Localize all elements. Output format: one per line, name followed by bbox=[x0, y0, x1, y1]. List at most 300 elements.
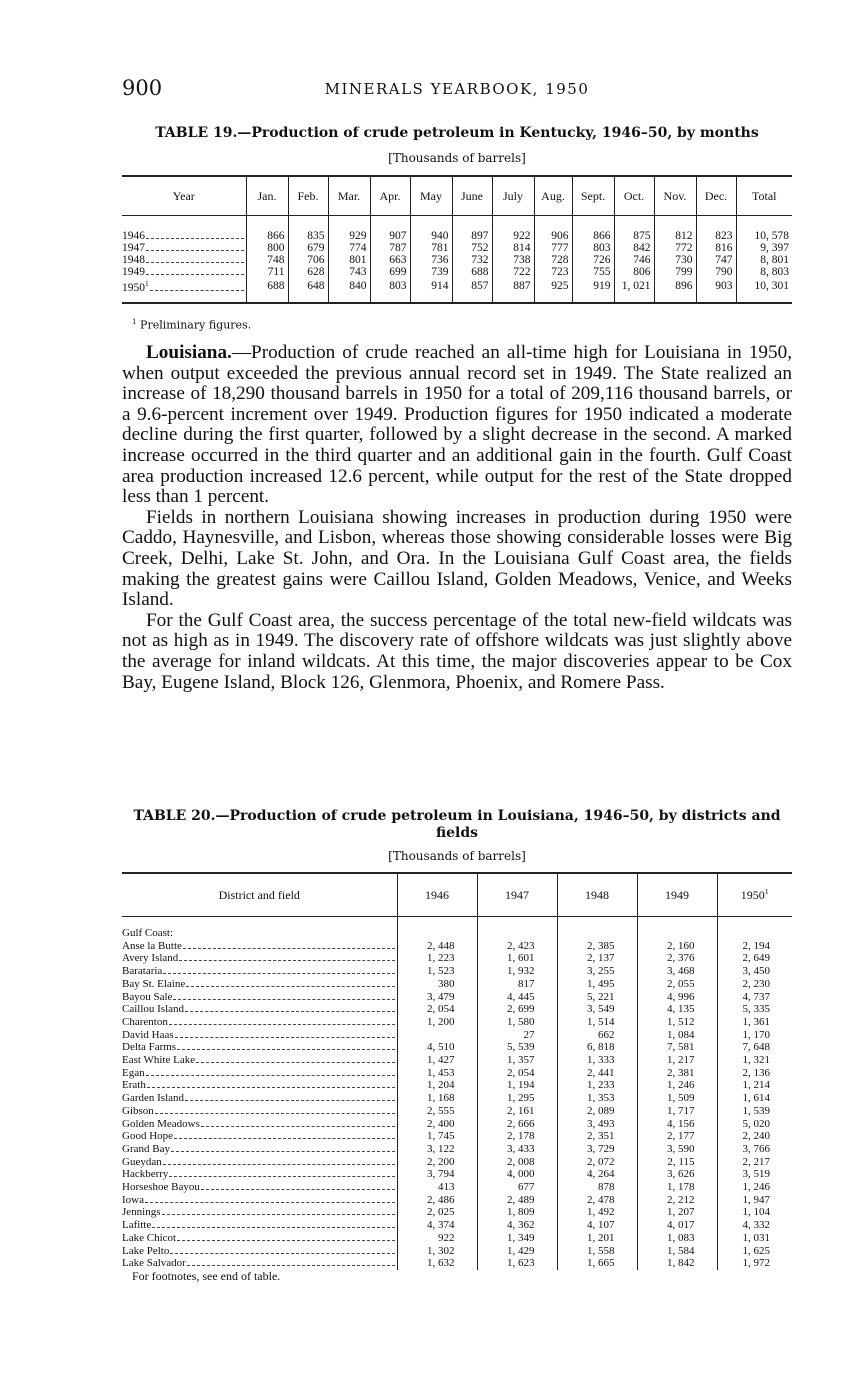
running-head bbox=[122, 76, 792, 102]
table20-row bbox=[122, 1016, 792, 1029]
value-cell: 929 bbox=[328, 216, 370, 243]
value-cell bbox=[397, 1029, 477, 1042]
value-cell: 1, 083 bbox=[637, 1232, 717, 1245]
value-cell: 1, 214 bbox=[717, 1079, 792, 1092]
field-cell bbox=[122, 1232, 397, 1245]
value-cell: 840 bbox=[328, 278, 370, 303]
value-cell: 3, 766 bbox=[717, 1143, 792, 1156]
field-cell bbox=[122, 1245, 397, 1258]
field-name: Garden Island bbox=[122, 1092, 185, 1105]
page-number: 900 bbox=[122, 76, 163, 100]
value-cell: 922 bbox=[397, 1232, 477, 1245]
value-cell: 1, 178 bbox=[637, 1181, 717, 1194]
dot-leader bbox=[173, 999, 394, 1000]
value-cell: 1, 201 bbox=[557, 1232, 637, 1245]
table20-row bbox=[122, 1194, 792, 1207]
field-leader bbox=[122, 1194, 397, 1207]
field-cell bbox=[122, 1130, 397, 1143]
field-name: Anse la Butte bbox=[122, 939, 182, 952]
value-cell: 1, 492 bbox=[557, 1206, 637, 1219]
year-cell bbox=[122, 278, 246, 303]
field-leader bbox=[122, 1029, 397, 1042]
field-cell bbox=[122, 1105, 397, 1118]
value-cell: 679 bbox=[288, 242, 328, 254]
value-cell: 1, 717 bbox=[637, 1105, 717, 1118]
field-name: Bayou Sale bbox=[122, 990, 173, 1003]
value-cell: 1, 601 bbox=[477, 952, 557, 965]
year-label bbox=[122, 266, 145, 278]
dot-leader bbox=[185, 1100, 394, 1101]
value-cell: 4, 332 bbox=[717, 1219, 792, 1232]
value-cell: 1, 514 bbox=[557, 1016, 637, 1029]
field-leader bbox=[122, 952, 397, 965]
value-cell: 2, 115 bbox=[637, 1156, 717, 1169]
field-name: Caillou Island bbox=[122, 1003, 185, 1016]
body-text bbox=[122, 343, 792, 693]
year-value: 1948 bbox=[122, 254, 145, 266]
paragraph-1-text: —Production of crude reached an all-time high for Louisiana in 1950, when output exceeded the previous annual record set in 1949. The State realized an increase of 18,290 thousand barrels in 1950 for a total of 209,116 thousand barrels, or a 9.6-percent increment over 1949. Production figures for 1950 indicated a moderate decline during the first quarter, followed by a slight decrease in the second. A marked increase occurred in the third quarter and an additional gain in the fourth. Gulf Coast area production increased 12.6 percent, while output for the rest of the State dropped less than 1 percent. bbox=[122, 342, 792, 508]
value-cell: 2, 441 bbox=[557, 1067, 637, 1080]
value-cell: 1, 194 bbox=[477, 1079, 557, 1092]
table19-row bbox=[122, 242, 792, 254]
value-cell: 1, 170 bbox=[717, 1029, 792, 1042]
value-cell: 875 bbox=[614, 216, 654, 243]
value-cell: 1, 932 bbox=[477, 965, 557, 978]
value-cell: 3, 549 bbox=[557, 1003, 637, 1016]
value-cell: 1, 207 bbox=[637, 1206, 717, 1219]
value-cell: 27 bbox=[477, 1029, 557, 1042]
year-cell bbox=[122, 216, 246, 243]
value-cell: 739 bbox=[410, 266, 452, 278]
running-title: MINERALS YEARBOOK, 1950 bbox=[324, 80, 590, 98]
value-cell: 1, 333 bbox=[557, 1054, 637, 1067]
table20-row bbox=[122, 1041, 792, 1054]
value-cell: 1, 509 bbox=[637, 1092, 717, 1105]
value-cell: 1, 321 bbox=[717, 1054, 792, 1067]
value-cell: 747 bbox=[696, 254, 736, 266]
paragraph-1 bbox=[122, 343, 792, 508]
value-cell: 907 bbox=[370, 216, 410, 243]
dot-leader bbox=[175, 1037, 395, 1038]
value-cell: 2, 230 bbox=[717, 978, 792, 991]
dot-leader bbox=[186, 986, 394, 987]
value-cell: 803 bbox=[572, 242, 614, 254]
value-cell: 1, 295 bbox=[477, 1092, 557, 1105]
value-cell: 4, 264 bbox=[557, 1168, 637, 1181]
field-name: Good Hope bbox=[122, 1130, 174, 1143]
field-name: David Haas bbox=[122, 1028, 174, 1041]
value-cell: 835 bbox=[288, 216, 328, 243]
field-cell bbox=[122, 978, 397, 991]
field-leader bbox=[122, 1041, 397, 1054]
year-label bbox=[122, 254, 145, 266]
field-name: Lake Pelto bbox=[122, 1244, 170, 1257]
value-cell: 4, 135 bbox=[637, 1003, 717, 1016]
value-cell: 4, 510 bbox=[397, 1041, 477, 1054]
field-name: Charenton bbox=[122, 1015, 168, 1028]
field-name: Delta Farms bbox=[122, 1041, 177, 1054]
value-cell: 2, 400 bbox=[397, 1118, 477, 1131]
table20-col-1947: 1947 bbox=[477, 873, 557, 917]
dot-leader bbox=[146, 250, 244, 251]
value-cell: 1, 246 bbox=[637, 1079, 717, 1092]
table20-row bbox=[122, 978, 792, 991]
value-cell: 9, 397 bbox=[736, 242, 792, 254]
table19-col-may: May bbox=[410, 176, 452, 216]
dot-leader bbox=[177, 1240, 394, 1241]
value-cell: 922 bbox=[492, 216, 534, 243]
value-cell: 662 bbox=[557, 1029, 637, 1042]
table20-title-line2: fields bbox=[435, 825, 479, 841]
value-cell: 1, 523 bbox=[397, 965, 477, 978]
value-cell: 887 bbox=[492, 278, 534, 303]
table19-row bbox=[122, 254, 792, 266]
field-name: Avery Island bbox=[122, 952, 179, 965]
field-leader bbox=[122, 1003, 397, 1016]
year-value: 1947 bbox=[122, 242, 145, 254]
table19-row bbox=[122, 266, 792, 278]
table20-row bbox=[122, 1054, 792, 1067]
field-leader bbox=[122, 1118, 397, 1131]
dot-leader bbox=[169, 1176, 394, 1177]
value-cell: 903 bbox=[696, 278, 736, 303]
field-name: Grand Bay bbox=[122, 1142, 170, 1155]
dot-leader bbox=[177, 1049, 394, 1050]
value-cell: 10, 578 bbox=[736, 216, 792, 243]
dot-leader bbox=[162, 1214, 395, 1215]
value-cell: 1, 632 bbox=[397, 1257, 477, 1270]
field-name: Barataria bbox=[122, 965, 163, 978]
table19-row bbox=[122, 278, 792, 303]
value-cell: 2, 025 bbox=[397, 1206, 477, 1219]
value-cell: 1, 614 bbox=[717, 1092, 792, 1105]
value-cell: 706 bbox=[288, 254, 328, 266]
field-name: Gueydan bbox=[122, 1155, 162, 1168]
value-cell: 812 bbox=[654, 216, 696, 243]
value-cell: 752 bbox=[452, 242, 492, 254]
value-cell: 648 bbox=[288, 278, 328, 303]
dot-leader bbox=[170, 1253, 394, 1254]
value-cell: 1, 745 bbox=[397, 1130, 477, 1143]
field-leader bbox=[122, 978, 397, 991]
value-cell: 1, 357 bbox=[477, 1054, 557, 1067]
table20-row bbox=[122, 965, 792, 978]
value-cell: 777 bbox=[534, 242, 572, 254]
table20-row bbox=[122, 1206, 792, 1219]
field-cell bbox=[122, 1206, 397, 1219]
dot-leader bbox=[183, 948, 395, 949]
table19-footnote bbox=[132, 317, 251, 332]
year-label bbox=[122, 278, 149, 294]
value-cell: 1, 512 bbox=[637, 1016, 717, 1029]
year-label bbox=[122, 230, 145, 242]
value-cell: 8, 801 bbox=[736, 254, 792, 266]
value-cell: 2, 486 bbox=[397, 1194, 477, 1207]
value-cell: 4, 156 bbox=[637, 1118, 717, 1131]
value-cell: 2, 240 bbox=[717, 1130, 792, 1143]
value-cell: 1, 361 bbox=[717, 1016, 792, 1029]
table20-row bbox=[122, 1092, 792, 1105]
value-cell: 2, 178 bbox=[477, 1130, 557, 1143]
value-cell: 1, 625 bbox=[717, 1245, 792, 1258]
table19-header-row bbox=[122, 176, 792, 216]
value-cell: 663 bbox=[370, 254, 410, 266]
value-cell: 746 bbox=[614, 254, 654, 266]
value-cell: 2, 423 bbox=[477, 940, 557, 953]
field-name: East White Lake bbox=[122, 1054, 196, 1067]
dot-leader bbox=[196, 1062, 394, 1063]
table19-col-oct: Oct. bbox=[614, 176, 654, 216]
dot-leader bbox=[146, 238, 244, 239]
value-cell: 3, 468 bbox=[637, 965, 717, 978]
field-name: Gibson bbox=[122, 1104, 154, 1117]
table19-col-jan: Jan. bbox=[246, 176, 288, 216]
year-cell bbox=[122, 242, 246, 254]
table19-row bbox=[122, 216, 792, 243]
value-cell: 842 bbox=[614, 242, 654, 254]
table20-row bbox=[122, 952, 792, 965]
value-cell: 5, 539 bbox=[477, 1041, 557, 1054]
value-cell: 1, 495 bbox=[557, 978, 637, 991]
table19 bbox=[122, 175, 792, 304]
value-cell: 726 bbox=[572, 254, 614, 266]
field-cell bbox=[122, 1067, 397, 1080]
value-cell: 736 bbox=[410, 254, 452, 266]
dot-leader bbox=[201, 1189, 395, 1190]
value-cell: 4, 374 bbox=[397, 1219, 477, 1232]
value-cell: 1, 302 bbox=[397, 1245, 477, 1258]
paragraph-2: Fields in northern Louisiana showing increases in production during 1950 were Caddo, Haynesville, and Lisbon, whereas those showing considerable losses were Big Creek, Delhi, Lake St. John, and Ora. In the Louisiana Gulf Coast area, the fields making the greatest gains were Caillou Island, Golden Meadows, Venice, and Weeks Island. bbox=[122, 506, 792, 611]
table20-row bbox=[122, 1105, 792, 1118]
table20-col-1950: 1950$^1$ bbox=[717, 873, 792, 917]
field-name: Lake Chicot bbox=[122, 1231, 177, 1244]
value-cell: 5, 020 bbox=[717, 1118, 792, 1131]
table19-col-june: June bbox=[452, 176, 492, 216]
value-cell: 4, 362 bbox=[477, 1219, 557, 1232]
value-cell: 806 bbox=[614, 266, 654, 278]
dot-leader bbox=[155, 1113, 395, 1114]
table20-col-1948: 1948 bbox=[557, 873, 637, 917]
value-cell: 2, 351 bbox=[557, 1130, 637, 1143]
value-cell: 2, 649 bbox=[717, 952, 792, 965]
field-leader bbox=[122, 1206, 397, 1219]
year-leader bbox=[122, 254, 246, 266]
dot-leader bbox=[152, 1227, 394, 1228]
value-cell: 2, 212 bbox=[637, 1194, 717, 1207]
field-cell bbox=[122, 1194, 397, 1207]
value-cell: 866 bbox=[572, 216, 614, 243]
dot-leader bbox=[185, 1011, 394, 1012]
table20 bbox=[122, 872, 792, 1270]
value-cell: 914 bbox=[410, 278, 452, 303]
value-cell: 2, 089 bbox=[557, 1105, 637, 1118]
field-name: Egan bbox=[122, 1066, 145, 1079]
value-cell: 2, 008 bbox=[477, 1156, 557, 1169]
value-cell: 1, 223 bbox=[397, 952, 477, 965]
table20-row bbox=[122, 1219, 792, 1232]
value-cell: 3, 519 bbox=[717, 1168, 792, 1181]
field-cell bbox=[122, 1041, 397, 1054]
value-cell: 1, 539 bbox=[717, 1105, 792, 1118]
table20-row bbox=[122, 1079, 792, 1092]
table20-header-row bbox=[122, 873, 792, 917]
field-leader bbox=[122, 1168, 397, 1181]
dot-leader bbox=[187, 1265, 395, 1266]
value-cell: 814 bbox=[492, 242, 534, 254]
value-cell: 925 bbox=[534, 278, 572, 303]
value-cell: 801 bbox=[328, 254, 370, 266]
field-leader bbox=[122, 1016, 397, 1029]
value-cell: 1, 217 bbox=[637, 1054, 717, 1067]
table20-row bbox=[122, 1245, 792, 1258]
value-cell: 817 bbox=[477, 978, 557, 991]
table20-col-field: District and field bbox=[122, 873, 397, 917]
value-cell: 919 bbox=[572, 278, 614, 303]
field-cell bbox=[122, 952, 397, 965]
field-cell bbox=[122, 965, 397, 978]
table19-title: TABLE 19.—Production of crude petroleum in Kentucky, 1946–50, by months bbox=[155, 125, 759, 141]
year-leader bbox=[122, 266, 246, 278]
value-cell: 728 bbox=[534, 254, 572, 266]
field-name: Lafitte bbox=[122, 1219, 152, 1232]
field-cell bbox=[122, 1168, 397, 1181]
table19-col-dec: Dec. bbox=[696, 176, 736, 216]
value-cell: 755 bbox=[572, 266, 614, 278]
year-footnote-mark: 1 bbox=[145, 279, 149, 288]
value-cell: 1, 809 bbox=[477, 1206, 557, 1219]
value-cell: 1, 558 bbox=[557, 1245, 637, 1258]
value-cell: 781 bbox=[410, 242, 452, 254]
value-cell: 4, 996 bbox=[637, 991, 717, 1004]
field-cell bbox=[122, 1029, 397, 1042]
table20-row bbox=[122, 1181, 792, 1194]
year-leader bbox=[122, 230, 246, 242]
field-name: Jennings bbox=[122, 1206, 161, 1219]
value-cell: 628 bbox=[288, 266, 328, 278]
field-leader bbox=[122, 1054, 397, 1067]
value-cell: 2, 555 bbox=[397, 1105, 477, 1118]
value-cell: 3, 479 bbox=[397, 991, 477, 1004]
field-cell bbox=[122, 1003, 397, 1016]
paragraph-3: For the Gulf Coast area, the success percentage of the total new-field wildcats was not as high as in 1949. The discovery rate of offshore wildcats was just slightly above the average for inland wildcats. At this time, the major discoveries appear to be Cox Bay, Eugene Island, Block 126, Glenmora, Phoenix, and Romere Pass. bbox=[122, 609, 792, 693]
value-cell: 940 bbox=[410, 216, 452, 243]
value-cell: 1, 031 bbox=[717, 1232, 792, 1245]
value-cell: 906 bbox=[534, 216, 572, 243]
value-cell: 688 bbox=[452, 266, 492, 278]
table20-col-1949: 1949 bbox=[637, 873, 717, 917]
dot-leader bbox=[201, 1126, 395, 1127]
table19-col-aug: Aug. bbox=[534, 176, 572, 216]
field-leader bbox=[122, 991, 397, 1004]
table20-title bbox=[122, 808, 792, 842]
value-cell: 2, 054 bbox=[397, 1003, 477, 1016]
year-leader bbox=[122, 242, 246, 254]
dot-leader bbox=[163, 1164, 395, 1165]
value-cell: 677 bbox=[477, 1181, 557, 1194]
value-cell: 803 bbox=[370, 278, 410, 303]
dot-leader bbox=[179, 960, 394, 961]
value-cell: 800 bbox=[246, 242, 288, 254]
value-cell: 1, 947 bbox=[717, 1194, 792, 1207]
value-cell: 857 bbox=[452, 278, 492, 303]
value-cell: 1, 427 bbox=[397, 1054, 477, 1067]
value-cell: 1, 842 bbox=[637, 1257, 717, 1270]
table20-row bbox=[122, 1168, 792, 1181]
footnote-mark: 1 bbox=[132, 317, 137, 326]
value-cell: 3, 729 bbox=[557, 1143, 637, 1156]
field-cell bbox=[122, 1181, 397, 1194]
table20-title-line1: TABLE 20.—Production of crude petroleum in Louisiana, 1946–50, by districts and bbox=[133, 808, 781, 824]
field-cell bbox=[122, 1118, 397, 1131]
value-cell: 8, 803 bbox=[736, 266, 792, 278]
value-cell: 3, 450 bbox=[717, 965, 792, 978]
value-cell: 732 bbox=[452, 254, 492, 266]
year-leader bbox=[122, 278, 246, 294]
table20-row bbox=[122, 1003, 792, 1016]
value-cell: 3, 590 bbox=[637, 1143, 717, 1156]
field-name: Golden Meadows bbox=[122, 1117, 200, 1130]
dot-leader bbox=[174, 1138, 394, 1139]
value-cell: 2, 699 bbox=[477, 1003, 557, 1016]
value-cell: 2, 478 bbox=[557, 1194, 637, 1207]
field-leader bbox=[122, 1143, 397, 1156]
table20-row bbox=[122, 1156, 792, 1169]
value-cell: 1, 104 bbox=[717, 1206, 792, 1219]
value-cell: 7, 581 bbox=[637, 1041, 717, 1054]
value-cell: 774 bbox=[328, 242, 370, 254]
value-cell: 4, 017 bbox=[637, 1219, 717, 1232]
value-cell: 816 bbox=[696, 242, 736, 254]
table19-col-mar: Mar. bbox=[328, 176, 370, 216]
value-cell: 2, 194 bbox=[717, 940, 792, 953]
district-label: Gulf Coast: bbox=[122, 927, 174, 939]
value-cell: 1, 429 bbox=[477, 1245, 557, 1258]
value-cell: 1, 200 bbox=[397, 1016, 477, 1029]
value-cell: 1, 021 bbox=[614, 278, 654, 303]
field-cell bbox=[122, 1079, 397, 1092]
value-cell: 1, 349 bbox=[477, 1232, 557, 1245]
table20-row bbox=[122, 991, 792, 1004]
value-cell: 1, 084 bbox=[637, 1029, 717, 1042]
field-cell bbox=[122, 1219, 397, 1232]
field-leader bbox=[122, 1232, 397, 1245]
table20-row bbox=[122, 940, 792, 953]
field-leader bbox=[122, 1067, 397, 1080]
footnote-text: Preliminary figures. bbox=[140, 318, 252, 332]
value-cell: 2, 161 bbox=[477, 1105, 557, 1118]
value-cell: 4, 737 bbox=[717, 991, 792, 1004]
value-cell: 2, 177 bbox=[637, 1130, 717, 1143]
section-heading: Louisiana. bbox=[146, 342, 232, 363]
table19-col-july: July bbox=[492, 176, 534, 216]
year-cell bbox=[122, 266, 246, 278]
table19-col-year: Year bbox=[122, 176, 246, 216]
table20-row bbox=[122, 1130, 792, 1143]
value-cell: 1, 580 bbox=[477, 1016, 557, 1029]
table19-unit: [Thousands of barrels] bbox=[388, 151, 526, 165]
value-cell: 1, 233 bbox=[557, 1079, 637, 1092]
value-cell: 897 bbox=[452, 216, 492, 243]
field-name: Iowa bbox=[122, 1193, 144, 1206]
value-cell: 711 bbox=[246, 266, 288, 278]
value-cell: 4, 445 bbox=[477, 991, 557, 1004]
table20-row bbox=[122, 1029, 792, 1042]
value-cell: 738 bbox=[492, 254, 534, 266]
value-cell: 2, 381 bbox=[637, 1067, 717, 1080]
dot-leader bbox=[150, 290, 244, 291]
table20-row bbox=[122, 1118, 792, 1131]
field-leader bbox=[122, 1105, 397, 1118]
